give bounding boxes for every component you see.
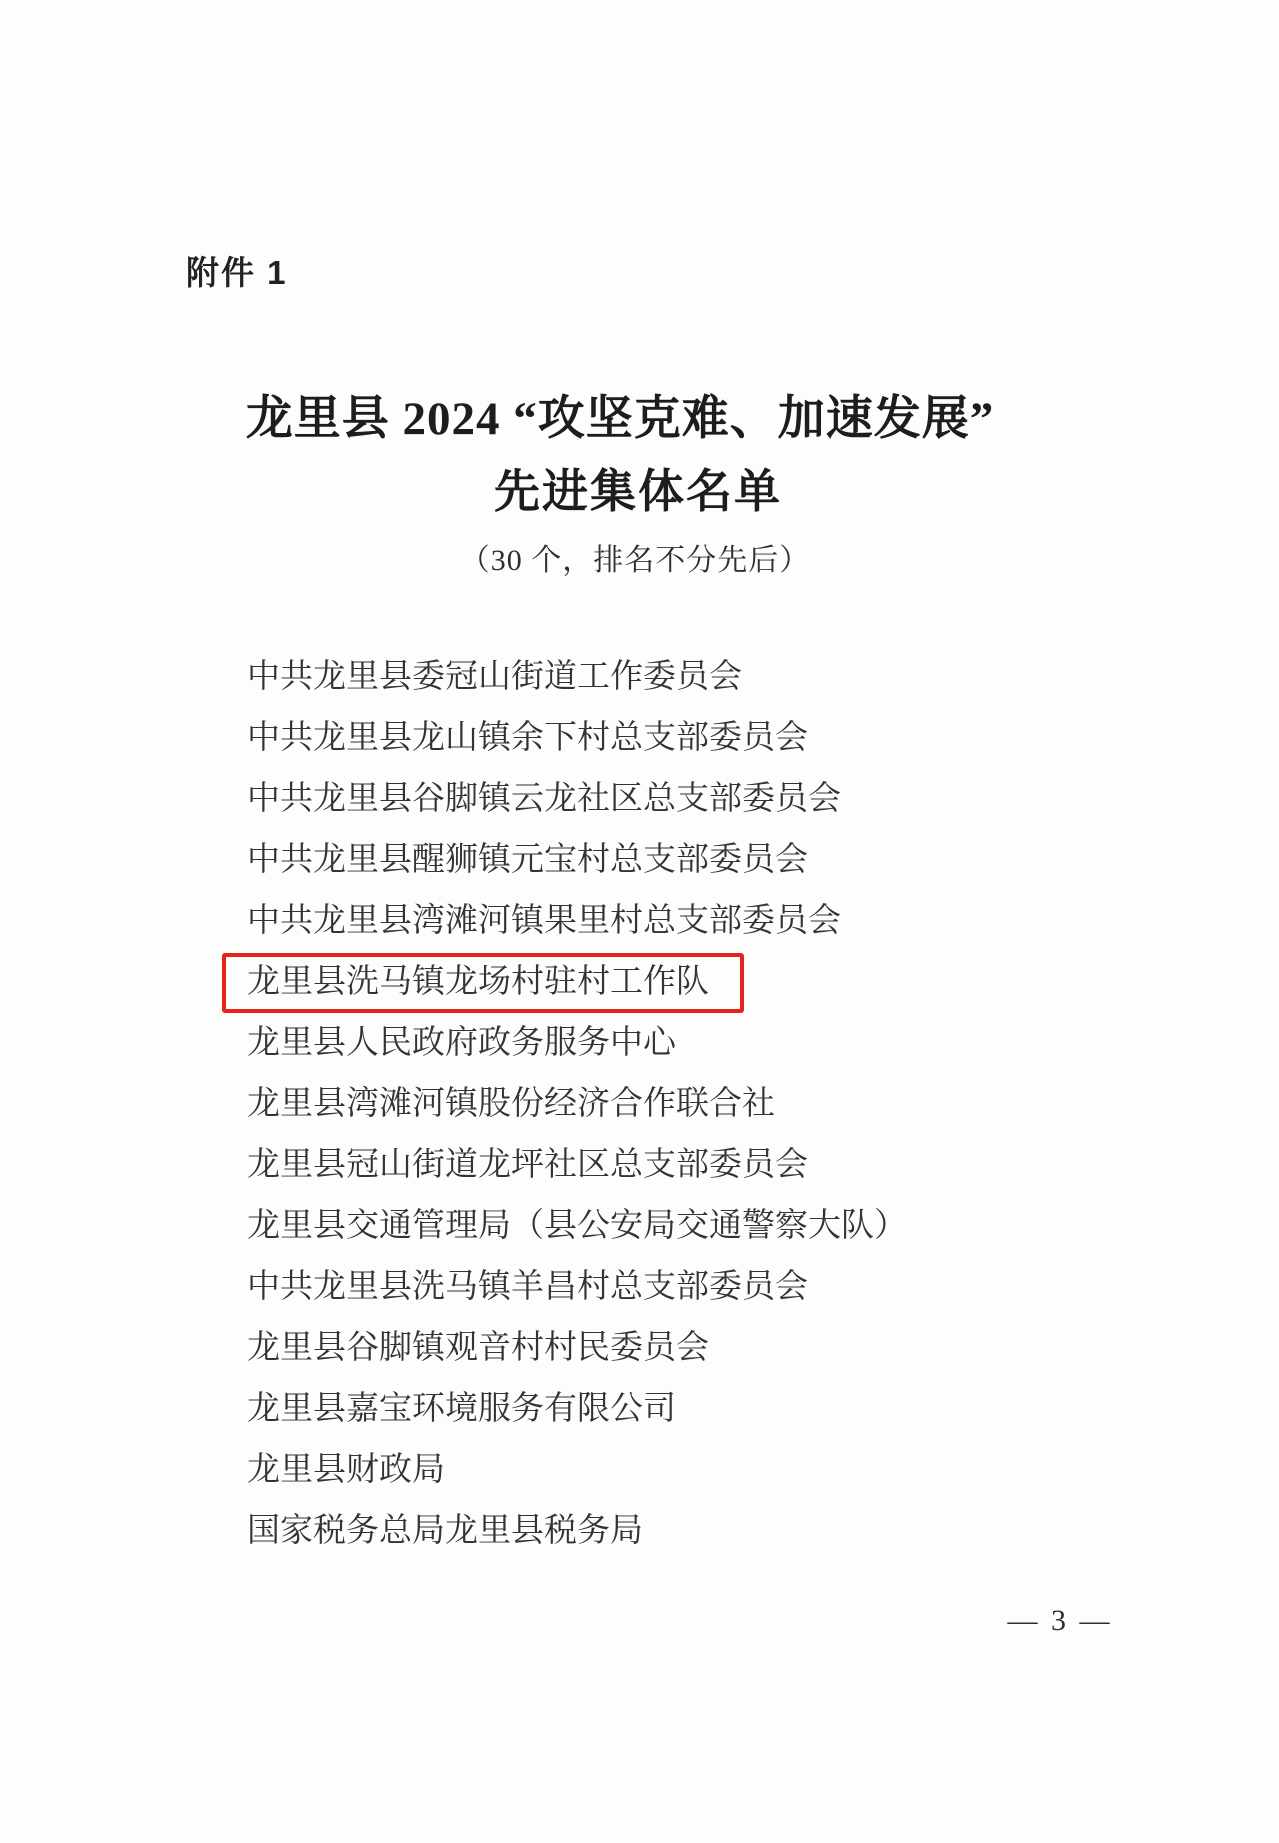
list-item: 国家税务总局龙里县税务局 — [247, 1513, 643, 1549]
list-item: 龙里县交通管理局（县公安局交通警察大队） — [247, 1208, 907, 1244]
list-item: 龙里县嘉宝环境服务有限公司 — [247, 1391, 676, 1427]
list-item: 龙里县谷脚镇观音村村民委员会 — [247, 1330, 709, 1366]
document-title-line1: 龙里县 2024 “攻坚克难、加速发展” — [245, 393, 995, 445]
list-item: 中共龙里县委冠山街道工作委员会 — [247, 659, 742, 695]
list-item: 中共龙里县龙山镇余下村总支部委员会 — [247, 720, 808, 756]
organization-list — [247, 647, 1147, 1562]
list-item: 龙里县湾滩河镇股份经济合作联合社 — [247, 1086, 775, 1122]
page-number: — 3 — — [1007, 1604, 1113, 1637]
list-item-label: 龙里县洗马镇龙场村驻村工作队 — [247, 964, 709, 1000]
list-item: 中共龙里县醒狮镇元宝村总支部委员会 — [247, 842, 808, 878]
list-item: 中共龙里县洗马镇羊昌村总支部委员会 — [247, 1269, 808, 1305]
attachment-label: 附件 1 — [186, 254, 288, 291]
list-item: 龙里县冠山街道龙坪社区总支部委员会 — [247, 1147, 808, 1183]
list-item: 龙里县财政局 — [247, 1452, 445, 1488]
list-item: 龙里县人民政府政务服务中心 — [247, 1025, 676, 1061]
document-title-line2: 先进集体名单 — [494, 466, 782, 517]
list-item: 中共龙里县谷脚镇云龙社区总支部委员会 — [247, 781, 841, 817]
document-subtitle: （30 个，排名不分先后） — [459, 544, 811, 577]
list-item-highlighted — [247, 952, 1147, 1013]
list-item: 中共龙里县湾滩河镇果里村总支部委员会 — [247, 903, 841, 939]
